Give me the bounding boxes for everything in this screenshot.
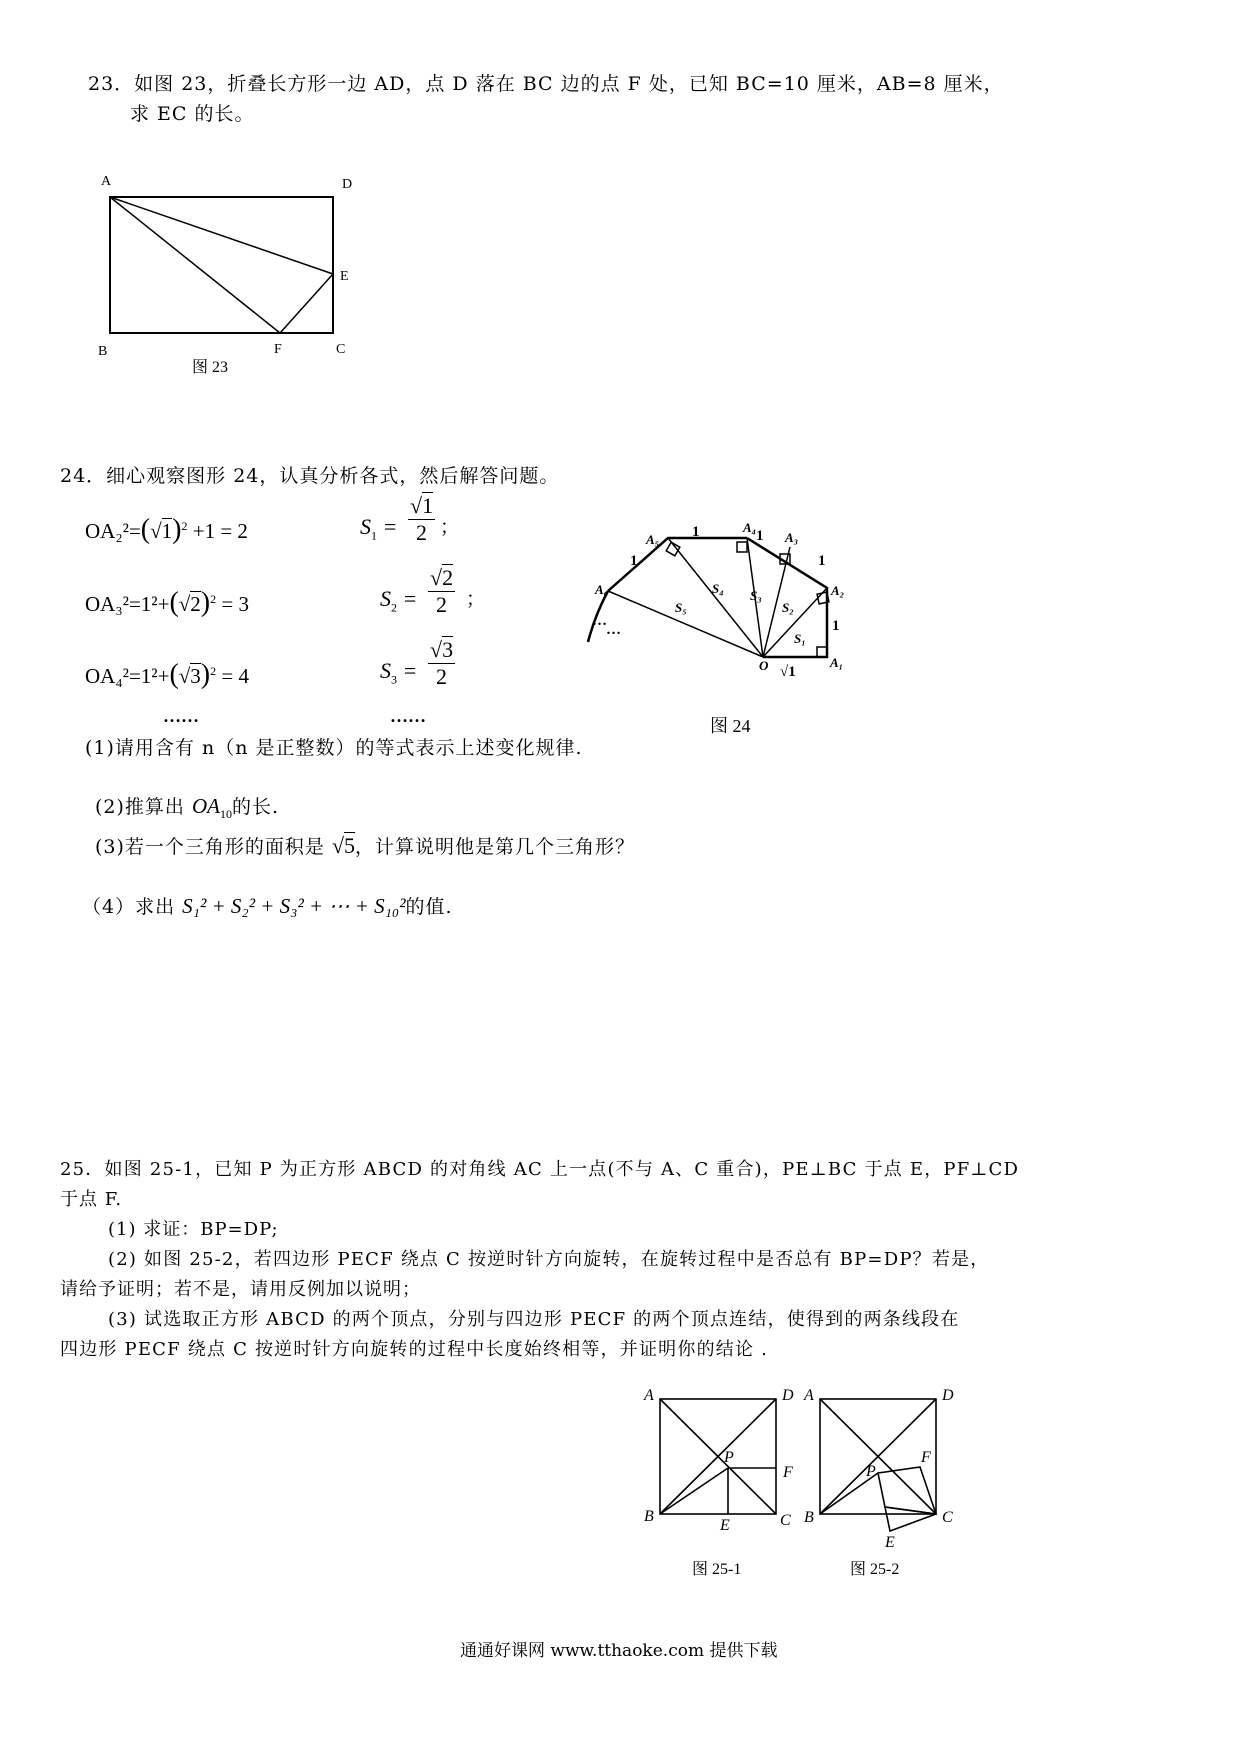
label-sqrt1: √1 bbox=[780, 664, 796, 680]
segment-ae bbox=[110, 197, 333, 274]
q24-part1: (1)请用含有 n（n 是正整数）的等式表示上述变化规律. bbox=[85, 737, 583, 759]
svg-text:1: 1 bbox=[630, 553, 638, 569]
q23-text-line2: 求 EC 的长。 bbox=[130, 103, 255, 125]
q24-s2-end: ； bbox=[466, 588, 487, 610]
svg-text:E: E bbox=[885, 1534, 895, 1551]
q24-part4: （4）求出 S₁² + S₂² + S₃² + ⋯ + S₁₀²的值. bbox=[82, 894, 453, 918]
q24-part3: (3)若一个三角形的面积是 √5，计算说明他是第几个三角形？ bbox=[95, 833, 636, 858]
label-s5: S₅ bbox=[675, 600, 687, 615]
q25-part3-line1: (3) 试选取正方形 ABCD 的两个顶点，分别与四边形 PECF 的两个顶点连结，使得到的两条线段在 bbox=[108, 1309, 960, 1330]
label-o: O bbox=[759, 658, 769, 673]
svg-text:1: 1 bbox=[692, 524, 700, 540]
svg-text:B: B bbox=[644, 1508, 654, 1525]
q25-text-line1: 25．如图 25-1，已知 P 为正方形 ABCD 的对角线 AC 上一点(不与 A、C 重合)，PE⊥BC 于点 E，PF⊥CD bbox=[60, 1159, 1020, 1180]
svg-text:B: B bbox=[804, 1509, 814, 1526]
figure-23 bbox=[90, 165, 353, 376]
svg-text:D: D bbox=[942, 1387, 954, 1404]
label-d: D bbox=[342, 177, 353, 192]
svg-text:…: … bbox=[606, 622, 621, 638]
label-a3: A₃ bbox=[785, 530, 799, 545]
q25-part1: (1) 求证：BP=DP; bbox=[108, 1219, 279, 1240]
figure-23-caption: 图 23 bbox=[192, 359, 229, 376]
rectangle-abcd bbox=[110, 197, 333, 333]
footer-credit: 通通好课网 www.tthaoke.com 提供下载 bbox=[460, 1641, 778, 1661]
label-a1: A₁ bbox=[830, 655, 844, 670]
label-b: B bbox=[98, 344, 108, 359]
segment-af bbox=[110, 197, 280, 333]
q24-dots-right: …… bbox=[390, 706, 426, 726]
svg-text:A: A bbox=[644, 1387, 654, 1404]
svg-text:P: P bbox=[866, 1463, 876, 1480]
label-a4: A₄ bbox=[743, 520, 757, 535]
svg-text:E: E bbox=[720, 1517, 730, 1534]
q24-intro: 24．细心观察图形 24，认真分析各式，然后解答问题。 bbox=[60, 465, 560, 487]
svg-text:C: C bbox=[942, 1509, 953, 1526]
q24-dots-left: …… bbox=[163, 706, 199, 726]
q24-eq2: $OA_3^2=1^2+(√2)^2 = 3$ bbox=[85, 587, 249, 618]
q24-s1-end: ； bbox=[440, 516, 461, 538]
figure-25-1 bbox=[640, 1385, 800, 1585]
q25-part2-line1: (2) 如图 25-2，若四边形 PECF 绕点 C 按逆时针方向旋转，在旋转过程中是否总有 BP=DP？若是， bbox=[108, 1249, 990, 1270]
figure-24 bbox=[580, 510, 870, 736]
label-f: F bbox=[274, 342, 282, 357]
label-s4: S₄ bbox=[712, 581, 724, 596]
figure-25-1-caption: 图 25-1 bbox=[692, 1561, 742, 1578]
svg-text:C: C bbox=[780, 1512, 791, 1529]
svg-text:A: A bbox=[804, 1387, 814, 1404]
q24-part2: (2)推算出 $OA_{10}$的长. bbox=[95, 794, 280, 821]
q25-part3-line2: 四边形 PECF 绕点 C 按逆时针方向旋转的过程中长度始终相等，并证明你的结论 . bbox=[60, 1339, 769, 1360]
q24-s3-fraction: $\frac{√3}{2}$ bbox=[430, 637, 454, 689]
svg-text:F: F bbox=[921, 1449, 931, 1466]
label-a5: A₅ bbox=[646, 532, 660, 547]
svg-text:P: P bbox=[724, 1449, 734, 1466]
svg-text:D: D bbox=[782, 1387, 794, 1404]
q24-s1-name: $S_1$ = bbox=[360, 514, 398, 543]
q24-s1-fraction: $\frac{√1}{2}$ bbox=[410, 493, 434, 545]
q25-text-line2: 于点 F. bbox=[60, 1189, 123, 1210]
svg-text:1: 1 bbox=[832, 618, 840, 634]
label-e: E bbox=[340, 269, 349, 284]
svg-text:F: F bbox=[783, 1464, 793, 1481]
q23-text-line1: 23．如图 23，折叠长方形一边 AD，点 D 落在 BC 边的点 F 处，已知 BC=10 厘米，AB=8 厘米， bbox=[88, 73, 1004, 95]
label-c: C bbox=[336, 342, 346, 357]
q24-s2-fraction: $\frac{√2}{2}$ bbox=[430, 565, 454, 617]
triangle-ecp bbox=[885, 1507, 936, 1531]
figure-25-2-caption: 图 25-2 bbox=[850, 1561, 900, 1578]
label-s3: S₃ bbox=[750, 588, 762, 603]
figure-24-caption: 图 24 bbox=[710, 716, 751, 736]
label-s2: S₂ bbox=[782, 600, 794, 615]
q25-part2-line2: 请给予证明；若不是，请用反例加以说明； bbox=[60, 1279, 421, 1300]
figure-25-2 bbox=[800, 1385, 980, 1585]
label-s1: S₁ bbox=[794, 631, 806, 646]
q24-eq1: $OA_2^2=(√1)^2 +1 = 2$ bbox=[85, 514, 248, 545]
segment-fe bbox=[280, 274, 333, 333]
q24-s2-name: $S_2$ = bbox=[380, 586, 418, 615]
q24-s3-name: $S_3$ = bbox=[380, 658, 418, 687]
svg-text:1: 1 bbox=[818, 553, 826, 569]
label-a: A bbox=[101, 174, 112, 189]
svg-text:1: 1 bbox=[756, 528, 764, 544]
q24-eq3: $OA_4^2=1^2+(√3)^2 = 4$ bbox=[85, 659, 249, 690]
svg-text:…: … bbox=[592, 613, 607, 629]
label-a2: A₂ bbox=[831, 583, 845, 598]
label-a6: A₆ bbox=[595, 582, 609, 597]
